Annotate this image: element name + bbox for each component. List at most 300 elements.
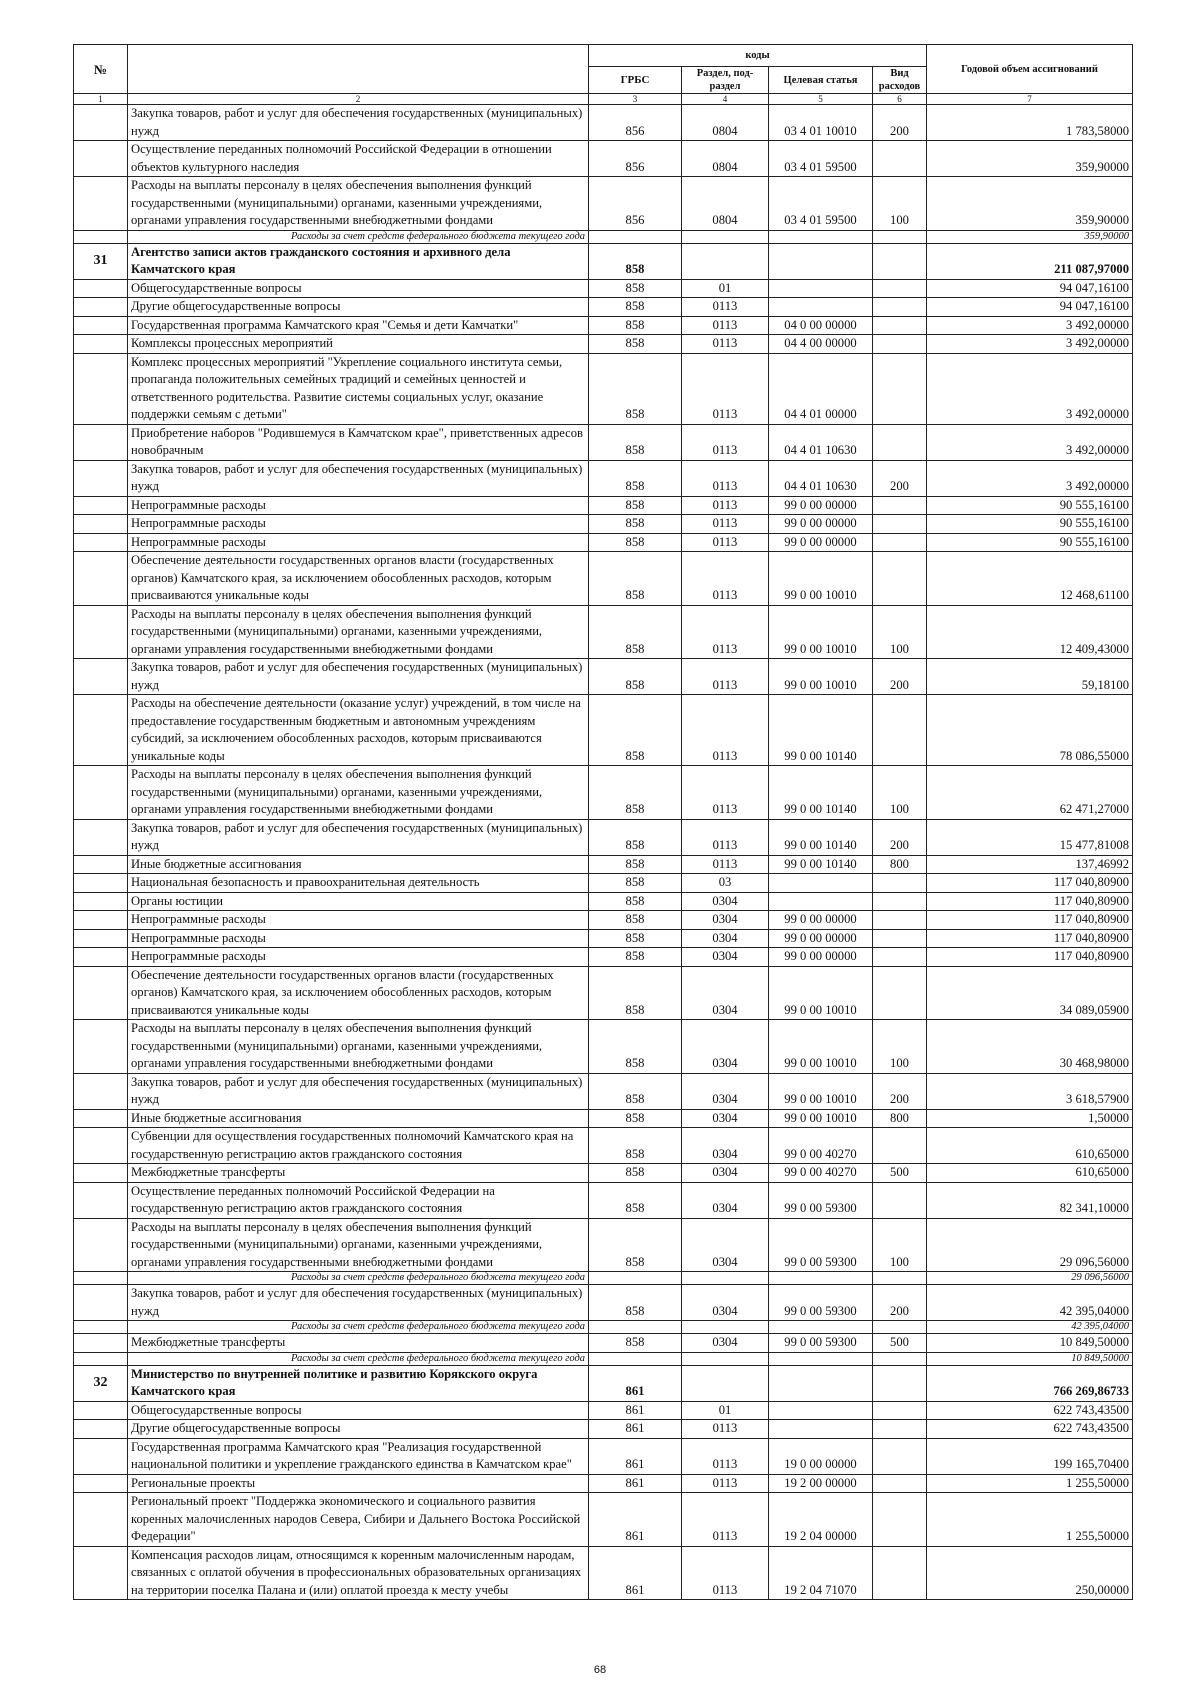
section-code: 0804 <box>682 105 769 141</box>
target-article-code <box>769 874 873 893</box>
expense-type-code <box>873 533 927 552</box>
section-code: 0113 <box>682 496 769 515</box>
row-number-cell <box>74 1285 128 1321</box>
annual-amount: 117 040,80900 <box>927 874 1133 893</box>
annual-amount: 117 040,80900 <box>927 892 1133 911</box>
row-number-cell <box>74 1420 128 1439</box>
grbs-code: 858 <box>589 1164 682 1183</box>
column-number: 1 <box>74 94 128 105</box>
expense-type-code <box>873 279 927 298</box>
annual-amount: 3 492,00000 <box>927 460 1133 496</box>
empty-cell <box>589 1352 682 1365</box>
row-number-cell <box>74 948 128 967</box>
row-number-cell <box>74 552 128 606</box>
header-no: № <box>74 45 128 94</box>
empty-cell <box>589 230 682 243</box>
target-article-code: 99 0 00 00000 <box>769 496 873 515</box>
section-code: 0304 <box>682 1020 769 1074</box>
expense-type-code <box>873 892 927 911</box>
annual-amount: 3 492,00000 <box>927 316 1133 335</box>
expense-type-code <box>873 243 927 279</box>
section-code: 0113 <box>682 533 769 552</box>
target-article-code: 99 0 00 40270 <box>769 1164 873 1183</box>
expense-type-code: 100 <box>873 177 927 231</box>
target-article-code: 99 0 00 00000 <box>769 948 873 967</box>
row-number-cell <box>74 1546 128 1600</box>
section-code: 03 <box>682 874 769 893</box>
federal-amount: 29 096,56000 <box>927 1272 1133 1285</box>
grbs-code: 858 <box>589 855 682 874</box>
target-article-code <box>769 298 873 317</box>
annual-amount: 1 255,50000 <box>927 1474 1133 1493</box>
expense-name: Расходы на выплаты персоналу в целях обеспечения выполнения функций государственными (муниципальными) органами, казенными учреждениями, органами управления государственными внебюджетными фондами <box>128 177 589 231</box>
grbs-code: 858 <box>589 892 682 911</box>
row-number-cell <box>74 424 128 460</box>
expense-name: Закупка товаров, работ и услуг для обеспечения государственных (муниципальных) нужд <box>128 659 589 695</box>
empty-cell <box>873 1272 927 1285</box>
section-code: 0304 <box>682 1073 769 1109</box>
row-number-cell <box>74 460 128 496</box>
expense-type-code: 100 <box>873 1020 927 1074</box>
expense-name: Приобретение наборов "Родившемуся в Камчатском крае", приветственных адресов новобрачным <box>128 424 589 460</box>
expense-name: Расходы на выплаты персоналу в целях обеспечения выполнения функций государственными (муниципальными) органами, казенными учреждениями, органами управления государственными внебюджетными фондами <box>128 766 589 820</box>
empty-cell <box>589 1272 682 1285</box>
row-number-cell <box>74 335 128 354</box>
target-article-code: 99 0 00 59300 <box>769 1334 873 1353</box>
table-row <box>74 1493 1133 1547</box>
expense-name: Расходы на выплаты персоналу в целях обеспечения выполнения функций государственными (муниципальными) органами, казенными учреждениями, органами управления государственными внебюджетными фондами <box>128 1020 589 1074</box>
target-article-code: 99 0 00 10010 <box>769 605 873 659</box>
expense-type-code <box>873 1438 927 1474</box>
table-row <box>74 279 1133 298</box>
table-row <box>74 1020 1133 1074</box>
agency-name: Министерство по внутренней политике и развитию Корякского округа Камчатского края <box>128 1365 589 1401</box>
annual-amount: 82 341,10000 <box>927 1182 1133 1218</box>
page-number: 68 <box>593 1664 607 1676</box>
expense-name: Иные бюджетные ассигнования <box>128 855 589 874</box>
annual-amount: 1 255,50000 <box>927 1493 1133 1547</box>
expense-type-code: 200 <box>873 819 927 855</box>
column-number: 7 <box>927 94 1133 105</box>
expense-type-code: 100 <box>873 1218 927 1272</box>
header-tsel: Целевая статья <box>769 67 873 94</box>
row-number-cell <box>74 1474 128 1493</box>
row-number-cell <box>74 695 128 766</box>
grbs-code: 858 <box>589 316 682 335</box>
target-article-code: 04 4 01 00000 <box>769 353 873 424</box>
table-row <box>74 929 1133 948</box>
expense-name: Непрограммные расходы <box>128 496 589 515</box>
section-code: 0113 <box>682 1493 769 1547</box>
target-article-code <box>769 279 873 298</box>
expense-name: Осуществление переданных полномочий Российской Федерации в отношении объектов культурного наследия <box>128 141 589 177</box>
grbs-code: 858 <box>589 695 682 766</box>
section-code: 0304 <box>682 1285 769 1321</box>
expense-name: Комплексы процессных мероприятий <box>128 335 589 354</box>
section-code: 0113 <box>682 316 769 335</box>
expense-name: Государственная программа Камчатского края "Семья и дети Камчатки" <box>128 316 589 335</box>
expense-type-code <box>873 929 927 948</box>
expense-type-code <box>873 552 927 606</box>
table-row <box>74 1438 1133 1474</box>
expense-type-code: 800 <box>873 1109 927 1128</box>
grbs-code: 858 <box>589 533 682 552</box>
row-number-cell <box>74 353 128 424</box>
expense-name: Общегосударственные вопросы <box>128 1401 589 1420</box>
row-number-cell <box>74 105 128 141</box>
table-row <box>74 460 1133 496</box>
expense-type-code <box>873 316 927 335</box>
annual-amount: 42 395,04000 <box>927 1285 1133 1321</box>
header-sum: Годовой объем ассигнований <box>927 45 1133 94</box>
target-article-code: 99 0 00 00000 <box>769 515 873 534</box>
target-article-code: 99 0 00 00000 <box>769 911 873 930</box>
table-row <box>74 1285 1133 1321</box>
row-number-cell <box>74 1334 128 1353</box>
row-number-cell <box>74 316 128 335</box>
grbs-code: 858 <box>589 659 682 695</box>
annual-amount: 12 409,43000 <box>927 605 1133 659</box>
federal-budget-note: Расходы за счет средств федерального бюджета текущего года <box>128 1272 589 1285</box>
target-article-code: 04 4 01 10630 <box>769 460 873 496</box>
target-article-code: 99 0 00 10010 <box>769 1109 873 1128</box>
target-article-code <box>769 1401 873 1420</box>
target-article-code: 99 0 00 59300 <box>769 1285 873 1321</box>
section-code: 0113 <box>682 766 769 820</box>
row-number-cell <box>74 1218 128 1272</box>
target-article-code: 19 2 04 00000 <box>769 1493 873 1547</box>
target-article-code <box>769 243 873 279</box>
table-row <box>74 141 1133 177</box>
grbs-code: 858 <box>589 279 682 298</box>
header-codes: коды <box>589 45 927 67</box>
row-number-cell <box>74 515 128 534</box>
row-number-cell: 32 <box>74 1365 128 1401</box>
empty-cell <box>769 230 873 243</box>
row-number-cell <box>74 1128 128 1164</box>
empty-cell <box>682 1352 769 1365</box>
expense-type-code <box>873 1493 927 1547</box>
target-article-code: 99 0 00 10010 <box>769 552 873 606</box>
row-number-cell <box>74 1020 128 1074</box>
expense-type-code: 800 <box>873 855 927 874</box>
expense-type-code <box>873 424 927 460</box>
row-number-cell <box>74 1352 128 1365</box>
annual-amount: 90 555,16100 <box>927 533 1133 552</box>
annual-amount: 29 096,56000 <box>927 1218 1133 1272</box>
section-code: 0113 <box>682 819 769 855</box>
annual-amount: 3 492,00000 <box>927 353 1133 424</box>
expense-name: Закупка товаров, работ и услуг для обеспечения государственных (муниципальных) нужд <box>128 1285 589 1321</box>
federal-budget-note: Расходы за счет средств федерального бюджета текущего года <box>128 1352 589 1365</box>
row-number-cell <box>74 1321 128 1334</box>
section-code <box>682 1365 769 1401</box>
section-code: 0113 <box>682 605 769 659</box>
column-number: 5 <box>769 94 873 105</box>
grbs-code: 858 <box>589 1182 682 1218</box>
row-number-cell <box>74 911 128 930</box>
expense-name: Национальная безопасность и правоохранительная деятельность <box>128 874 589 893</box>
grbs-code: 858 <box>589 335 682 354</box>
row-number-cell <box>74 605 128 659</box>
column-number: 2 <box>128 94 589 105</box>
annual-amount: 610,65000 <box>927 1164 1133 1183</box>
expense-type-code <box>873 1546 927 1600</box>
section-code: 0304 <box>682 966 769 1020</box>
section-code: 01 <box>682 1401 769 1420</box>
row-number-cell: 31 <box>74 243 128 279</box>
annual-amount: 359,90000 <box>927 177 1133 231</box>
expense-type-code: 100 <box>873 766 927 820</box>
row-number-cell <box>74 1109 128 1128</box>
grbs-code: 861 <box>589 1420 682 1439</box>
expense-name: Осуществление переданных полномочий Российской Федерации на государственную регистрацию актов гражданского состояния <box>128 1182 589 1218</box>
table-row <box>74 911 1133 930</box>
annual-amount: 62 471,27000 <box>927 766 1133 820</box>
expense-type-code <box>873 948 927 967</box>
table-row <box>74 424 1133 460</box>
empty-cell <box>589 1321 682 1334</box>
annual-amount: 78 086,55000 <box>927 695 1133 766</box>
grbs-code: 861 <box>589 1474 682 1493</box>
target-article-code: 03 4 01 59500 <box>769 141 873 177</box>
expense-type-code <box>873 1365 927 1401</box>
section-code: 0304 <box>682 1109 769 1128</box>
section-code <box>682 243 769 279</box>
expense-type-code: 200 <box>873 105 927 141</box>
annual-amount: 117 040,80900 <box>927 911 1133 930</box>
expense-type-code: 200 <box>873 460 927 496</box>
expense-name: Региональные проекты <box>128 1474 589 1493</box>
annual-amount: 90 555,16100 <box>927 515 1133 534</box>
column-number-row <box>74 94 1133 105</box>
federal-budget-note: Расходы за счет средств федерального бюджета текущего года <box>128 230 589 243</box>
row-number-cell <box>74 766 128 820</box>
expense-type-code: 200 <box>873 659 927 695</box>
section-code: 0113 <box>682 855 769 874</box>
row-number-cell <box>74 819 128 855</box>
annual-amount: 10 849,50000 <box>927 1334 1133 1353</box>
header-name <box>128 45 589 94</box>
target-article-code: 04 4 01 10630 <box>769 424 873 460</box>
expense-type-code: 200 <box>873 1285 927 1321</box>
section-code: 01 <box>682 279 769 298</box>
expense-name: Комплекс процессных мероприятий "Укрепление социального института семьи, пропаганда положительных семейных традиций и семейных ценностей и ответственного родительства. Развитие системы социальных услуг, оказание поддержки семьям с детьми" <box>128 353 589 424</box>
table-row <box>74 1321 1133 1334</box>
expense-name: Межбюджетные трансферты <box>128 1164 589 1183</box>
table-row <box>74 105 1133 141</box>
budget-table <box>73 44 1133 1600</box>
table-row <box>74 177 1133 231</box>
expense-name: Иные бюджетные ассигнования <box>128 1109 589 1128</box>
table-row <box>74 1474 1133 1493</box>
empty-cell <box>682 1321 769 1334</box>
table-row <box>74 230 1133 243</box>
table-row <box>74 659 1133 695</box>
row-number-cell <box>74 874 128 893</box>
table-row <box>74 1365 1133 1401</box>
expense-type-code <box>873 335 927 354</box>
row-number-cell <box>74 1272 128 1285</box>
table-row <box>74 515 1133 534</box>
row-number-cell <box>74 1438 128 1474</box>
grbs-code: 858 <box>589 1020 682 1074</box>
table-row <box>74 948 1133 967</box>
table-row <box>74 496 1133 515</box>
section-code: 0113 <box>682 298 769 317</box>
table-row <box>74 1546 1133 1600</box>
section-code: 0113 <box>682 1546 769 1600</box>
annual-amount: 3 492,00000 <box>927 424 1133 460</box>
expense-type-code: 500 <box>873 1334 927 1353</box>
expense-type-code <box>873 874 927 893</box>
header-razdel: Раздел, под-раздел <box>682 67 769 94</box>
annual-amount: 1 783,58000 <box>927 105 1133 141</box>
annual-amount: 34 089,05900 <box>927 966 1133 1020</box>
section-code: 0304 <box>682 929 769 948</box>
row-number-cell <box>74 177 128 231</box>
target-article-code: 99 0 00 10010 <box>769 1073 873 1109</box>
grbs-code: 858 <box>589 766 682 820</box>
expense-name: Межбюджетные трансферты <box>128 1334 589 1353</box>
grbs-code: 856 <box>589 177 682 231</box>
section-code: 0113 <box>682 1474 769 1493</box>
grbs-code: 856 <box>589 105 682 141</box>
table-row <box>74 966 1133 1020</box>
row-number-cell <box>74 1164 128 1183</box>
annual-amount: 610,65000 <box>927 1128 1133 1164</box>
expense-type-code <box>873 1420 927 1439</box>
grbs-code: 858 <box>589 298 682 317</box>
empty-cell <box>873 1352 927 1365</box>
federal-amount: 10 849,50000 <box>927 1352 1133 1365</box>
row-number-cell <box>74 496 128 515</box>
expense-type-code <box>873 1182 927 1218</box>
empty-cell <box>769 1352 873 1365</box>
expense-name: Региональный проект "Поддержка экономического и социального развития коренных малочисленных народов Севера, Сибири и Дальнего Востока Российской Федерации" <box>128 1493 589 1547</box>
row-number-cell <box>74 892 128 911</box>
table-row <box>74 1218 1133 1272</box>
expense-name: Субвенции для осуществления государственных полномочий Камчатского края на государственную регистрацию актов гражданского состояния <box>128 1128 589 1164</box>
grbs-code: 861 <box>589 1493 682 1547</box>
expense-type-code: 200 <box>873 1073 927 1109</box>
grbs-code: 858 <box>589 1109 682 1128</box>
expense-name: Расходы на выплаты персоналу в целях обеспечения выполнения функций государственными (муниципальными) органами, казенными учреждениями, органами управления государственными внебюджетными фондами <box>128 1218 589 1272</box>
expense-name: Обеспечение деятельности государственных органов власти (государственных органов) Камчатского края, за исключением обособленных расходов, которым присваиваются уникальные коды <box>128 552 589 606</box>
row-number-cell <box>74 298 128 317</box>
expense-type-code <box>873 1474 927 1493</box>
grbs-code: 858 <box>589 911 682 930</box>
expense-name: Общегосударственные вопросы <box>128 279 589 298</box>
target-article-code: 99 0 00 10140 <box>769 855 873 874</box>
target-article-code: 99 0 00 59300 <box>769 1182 873 1218</box>
target-article-code: 99 0 00 10140 <box>769 819 873 855</box>
grbs-code: 861 <box>589 1438 682 1474</box>
section-code: 0304 <box>682 948 769 967</box>
section-code: 0113 <box>682 695 769 766</box>
annual-amount: 1,50000 <box>927 1109 1133 1128</box>
table-row <box>74 766 1133 820</box>
expense-type-code <box>873 695 927 766</box>
section-code: 0804 <box>682 141 769 177</box>
section-code: 0113 <box>682 515 769 534</box>
header-row-1 <box>74 45 1133 67</box>
header-grbs: ГРБС <box>589 67 682 94</box>
expense-name: Органы юстиции <box>128 892 589 911</box>
annual-amount: 137,46992 <box>927 855 1133 874</box>
annual-amount: 622 743,43500 <box>927 1401 1133 1420</box>
table-row <box>74 1352 1133 1365</box>
target-article-code: 99 0 00 40270 <box>769 1128 873 1164</box>
row-number-cell <box>74 929 128 948</box>
table-row <box>74 353 1133 424</box>
table-row <box>74 1109 1133 1128</box>
target-article-code: 03 4 01 59500 <box>769 177 873 231</box>
annual-amount: 3 618,57900 <box>927 1073 1133 1109</box>
target-article-code: 04 0 00 00000 <box>769 316 873 335</box>
expense-name: Другие общегосударственные вопросы <box>128 298 589 317</box>
grbs-code: 858 <box>589 948 682 967</box>
annual-amount: 94 047,16100 <box>927 279 1133 298</box>
expense-type-code <box>873 298 927 317</box>
target-article-code: 19 0 00 00000 <box>769 1438 873 1474</box>
grbs-code: 861 <box>589 1546 682 1600</box>
grbs-code: 858 <box>589 1334 682 1353</box>
section-code: 0304 <box>682 1182 769 1218</box>
annual-amount: 359,90000 <box>927 141 1133 177</box>
annual-amount: 117 040,80900 <box>927 948 1133 967</box>
table-row <box>74 1128 1133 1164</box>
empty-cell <box>682 230 769 243</box>
expense-name: Расходы на обеспечение деятельности (оказание услуг) учреждений, в том числе на предоставление государственным бюджетным и автономным учреждениям субсидий, за исключением обособленных расходов, которым присваиваются уникальные коды <box>128 695 589 766</box>
federal-budget-note: Расходы за счет средств федерального бюджета текущего года <box>128 1321 589 1334</box>
section-code: 0113 <box>682 353 769 424</box>
header-vid: Вид расходов <box>873 67 927 94</box>
target-article-code <box>769 1365 873 1401</box>
expense-type-code: 500 <box>873 1164 927 1183</box>
table-row <box>74 243 1133 279</box>
target-article-code: 19 2 04 71070 <box>769 1546 873 1600</box>
table-row <box>74 605 1133 659</box>
expense-name: Непрограммные расходы <box>128 515 589 534</box>
grbs-code: 858 <box>589 874 682 893</box>
expense-type-code <box>873 911 927 930</box>
empty-cell <box>769 1272 873 1285</box>
section-code: 0304 <box>682 1128 769 1164</box>
section-code: 0304 <box>682 1334 769 1353</box>
annual-amount: 90 555,16100 <box>927 496 1133 515</box>
row-number-cell <box>74 1073 128 1109</box>
table-row <box>74 298 1133 317</box>
row-number-cell <box>74 230 128 243</box>
section-code: 0113 <box>682 460 769 496</box>
target-article-code: 99 0 00 10010 <box>769 966 873 1020</box>
expense-name: Непрограммные расходы <box>128 533 589 552</box>
table-body <box>74 105 1133 1600</box>
row-number-cell <box>74 279 128 298</box>
grbs-code: 858 <box>589 243 682 279</box>
section-code: 0113 <box>682 424 769 460</box>
annual-amount: 117 040,80900 <box>927 929 1133 948</box>
target-article-code: 99 0 00 00000 <box>769 533 873 552</box>
table-row <box>74 1164 1133 1183</box>
target-article-code <box>769 1420 873 1439</box>
grbs-code: 858 <box>589 819 682 855</box>
target-article-code: 99 0 00 10010 <box>769 659 873 695</box>
grbs-code: 858 <box>589 552 682 606</box>
federal-amount: 42 395,04000 <box>927 1321 1133 1334</box>
budget-table-sheet <box>73 44 1132 1600</box>
